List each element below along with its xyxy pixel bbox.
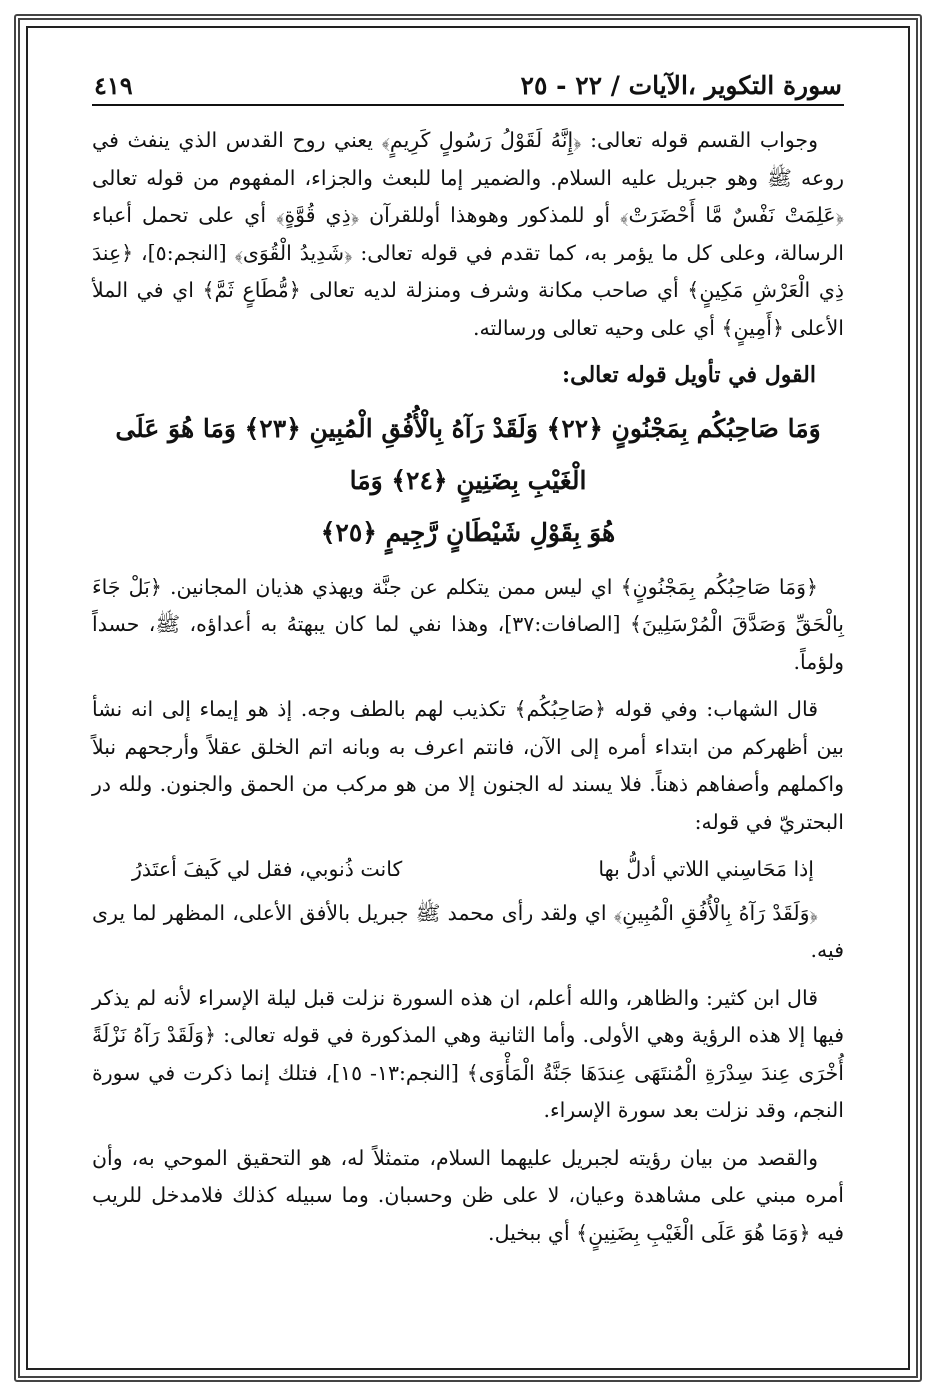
paragraph-1: وجواب القسم قوله تعالى: ﴿إِنَّهُ لَقَوْلُ رَسُولٍ كَرِيمٍ﴾ يعني روح القدس الذي ينفث في روعه ﷺ وهو جبريل عليه السلام. والضمير إما للبعث والجزاء، المفهوم من قوله تعالى ﴿عَلِمَتْ نَفْسٌ مَّا أَحْضَرَتْ﴾ أو للمذكور وهوهذا أوللقرآن ﴿ذِي قُوَّةٍ﴾ أي على تحمل أعباء الرسالة، وعلى كل ما يؤمر به، كما تقدم في قوله تعالى: ﴿شَدِيدُ الْقُوَى﴾ [النجم:٥]، ﴿عِندَ ذِي الْعَرْشِ مَكِينٍ﴾ أي صاحب مكانة وشرف ومنزلة لديه تعالى ﴿مُّطَاعٍ ثَمَّ﴾ اي في الملأ الأعلى ﴿أَمِينٍ﴾ أي على وحيه تعالى ورسالته. — [92, 128, 844, 340]
verse-line-2: هُوَ بِقَوْلِ شَيْطَانٍ رَّجِيمٍ ﴿٢٥﴾ — [320, 517, 616, 547]
poem-second-hemistich: كانت ذُنوبي، فقل لي كَيفَ أعتَذرُ — [132, 857, 403, 881]
paragraph-2: ﴿وَمَا صَاحِبُكُم بِمَجْنُونٍ﴾ اي ليس ممن يتكلم عن جنَّة ويهذي هذيان المجانين. ﴿بَلْ جَاءَ بِالْحَقِّ وَصَدَّقَ الْمُرْسَلِينَ﴾ [الصافات:٣٧]، وهذا نفي لما كان يبهتهُ به أعداؤه، ﷺ، حسداً ولؤماً. — [92, 574, 844, 674]
body-text — [92, 122, 844, 1252]
poem-first-hemistich: إذا مَحَاسِني اللاتي أدلُّ بها — [598, 857, 814, 881]
section-heading: القول في تأويل قوله تعالى: — [562, 362, 816, 388]
page-number: ٤١٩ — [94, 71, 133, 100]
verse-line-1: وَمَا صَاحِبُكُم بِمَجْنُونٍ ﴿٢٢﴾ وَلَقَدْ رَآهُ بِالْأُفُقِ الْمُبِينِ ﴿٢٣﴾ وَمَا هُوَ عَلَى الْغَيْبِ بِضَنِينٍ ﴿٢٤﴾ وَمَا — [115, 413, 821, 495]
document-page — [92, 60, 844, 1320]
running-header — [92, 60, 844, 106]
paragraph-3: قال الشهاب: وفي قوله ﴿صَاحِبُكُم﴾ تكذيب لهم بالطف وجه. إذ هو إيماء إلى انه نشأ بين أظهركم من ابتداء أمره إلى الآن، فانتم اعرف به وبانه اتم الخلق عقلاً وأرجحهم نبلاً واكملهم وأصفاهم ذهناً. فلا يسند له الجنون إلا من هو مركب من الحمق والجنون. ولله در البحتريّ في قوله: — [92, 697, 844, 834]
poem-verse — [92, 851, 844, 889]
paragraph-4: ﴿وَلَقَدْ رَآهُ بِالْأُفُقِ الْمُبِينِ﴾ اي ولقد رأى محمد ﷺ جبريل بالأفق الأعلى، المظهر لما يرى فيه. — [92, 900, 844, 962]
quran-verse-block — [92, 403, 844, 559]
header-title: سورة التكوير ،الآيات / ٢٢ - ٢٥ — [520, 71, 842, 100]
paragraph-6: والقصد من بيان رؤيته لجبريل عليهما السلام، متمثلاً له، هو التحقيق الموحي به، وأن أمره مبني على مشاهدة وعيان، لا على ظن وحسبان. وما سبيله كذلك فلامدخل للريب فيه ﴿وَمَا هُوَ عَلَى الْغَيْبِ بِضَنِينٍ﴾ أي ببخيل. — [92, 1145, 844, 1245]
paragraph-5: قال ابن كثير: والظاهر، والله أعلم، ان هذه السورة نزلت قبل ليلة الإسراء لأنه لم يذكر فيها إلا هذه الرؤية وهي الأولى. وأما الثانية وهي المذكورة في قوله تعالى: ﴿وَلَقَدْ رَآهُ نَزْلَةً أُخْرَى عِندَ سِدْرَةِ الْمُنتَهَى عِندَهَا جَنَّةُ الْمَأْوَى﴾ [النجم:١٣- ١٥]، فتلك إنما ذكرت في سورة النجم، وقد نزلت بعد سورة الإسراء. — [92, 985, 844, 1122]
